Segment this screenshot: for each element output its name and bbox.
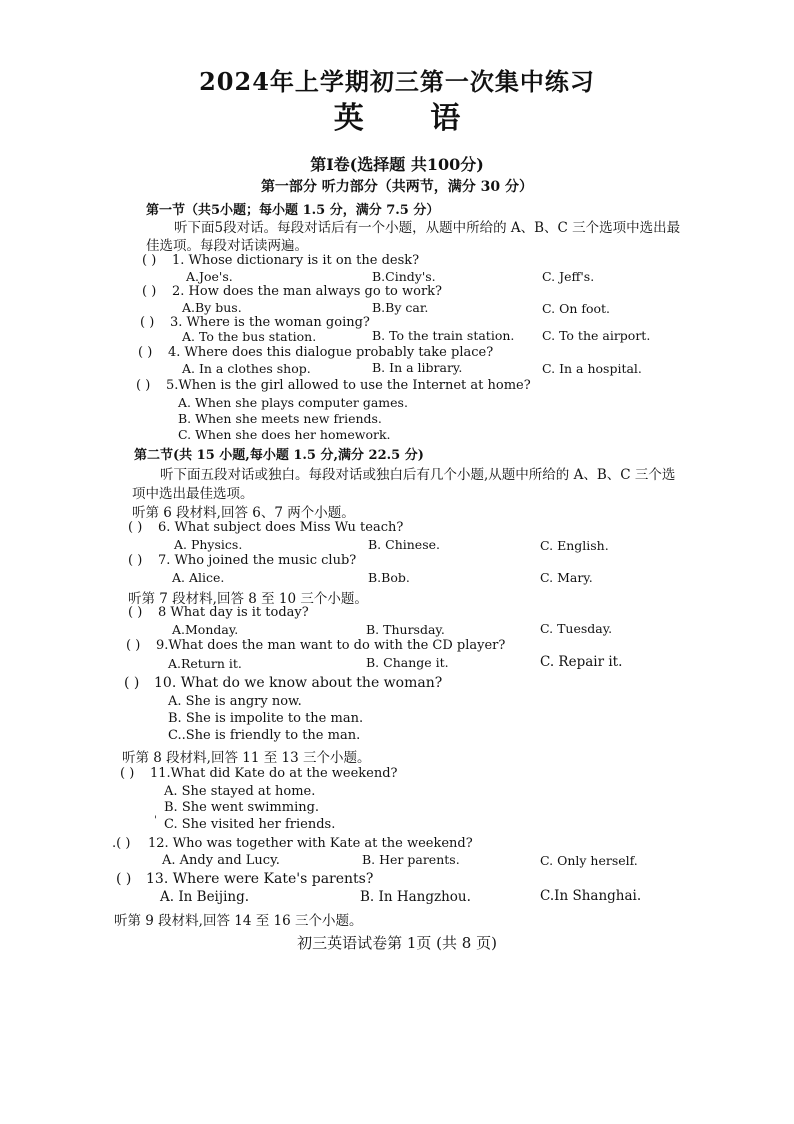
question-stem: 1. Whose dictionary is it on the desk? [172, 253, 420, 268]
option-b: B. In a library. [372, 360, 463, 375]
option-c: C. Only herself. [540, 853, 638, 868]
stray-mark: ' [154, 815, 157, 826]
section2-instruction-line1: 听下面五段对话或独白。每段对话或独白后有几个小题,从题中所给的 A、B、C 三个选 [160, 467, 676, 483]
answer-paren: ( ) [138, 345, 153, 360]
material-7-note: 听第 7 段材料,回答 8 至 10 三个小题。 [128, 591, 368, 607]
option-a: A.Monday. [172, 622, 239, 637]
question-stem: 11.What did Kate do at the weekend? [150, 766, 398, 781]
question-stem: 8 What day is it today? [158, 605, 309, 620]
answer-paren: ( ) [124, 675, 140, 691]
option-b: B. Change it. [366, 655, 449, 670]
option-c: C. English. [540, 538, 609, 553]
question-stem: 5.When is the girl allowed to use the Internet at home? [166, 378, 531, 393]
question-11 [120, 766, 398, 781]
option-b: B.Cindy's. [372, 269, 436, 284]
option-c: C. She visited her friends. [164, 817, 336, 832]
part-subtitle: 第一部分 听力部分（共两节，满分 30 分） [260, 179, 534, 195]
exam-title: 2024年上学期初三第一次集中练习 [199, 67, 595, 96]
option-a: A. When she plays computer games. [178, 395, 408, 410]
question-stem: 10. What do we know about the woman? [154, 675, 443, 691]
material-9-note: 听第 9 段材料,回答 14 至 16 三个小题。 [114, 913, 363, 929]
page-footer: 初三英语试卷第 1页 (共 8 页) [297, 934, 497, 952]
option-a: A. She is angry now. [168, 694, 302, 709]
option-a: A. Andy and Lucy. [162, 853, 280, 868]
material-8-note: 听第 8 段材料,回答 11 至 13 三个小题。 [122, 750, 371, 766]
section2-instruction-line2: 项中选出最佳选项。 [132, 486, 254, 502]
question-stem: 4. Where does this dialogue probably take place? [168, 345, 494, 360]
question-2 [142, 284, 442, 299]
option-c: C. Jeff's. [542, 269, 595, 284]
question-stem: 2. How does the man always go to work? [172, 284, 443, 299]
question-6 [128, 520, 403, 535]
answer-paren: ( ) [142, 253, 157, 268]
option-b: B. Thursday. [366, 622, 445, 637]
option-c: C. Repair it. [540, 654, 623, 670]
part-title: 第Ⅰ卷(选择题 共100分) [310, 155, 484, 174]
section1-heading: 第一节（共5小题；每小题 1.5 分，满分 7.5 分） [146, 203, 440, 218]
option-a: A. Physics. [174, 537, 243, 552]
question-10 [124, 675, 442, 691]
answer-paren: ( ) [128, 553, 143, 568]
section1-instruction-line2: 佳选项。每段对话读两遍。 [146, 238, 308, 254]
option-c: C. Tuesday. [540, 621, 613, 636]
question-3 [140, 315, 370, 330]
answer-paren: ( ) [128, 520, 143, 535]
option-b: B.By car. [372, 300, 429, 315]
option-a: A.Return it. [168, 656, 242, 671]
option-b: B. To the train station. [372, 328, 515, 343]
question-4 [138, 345, 493, 360]
option-b: B. In Hangzhou. [360, 889, 471, 905]
question-13 [116, 871, 373, 887]
material-6-note: 听第 6 段材料,回答 6、7 两个小题。 [132, 505, 355, 521]
question-stem: 12. Who was together with Kate at the weekend? [148, 836, 473, 851]
option-b: B. She went swimming. [164, 800, 320, 815]
answer-paren: ( ) [142, 284, 157, 299]
option-b: B. Chinese. [368, 537, 440, 552]
option-c: C.In Shanghai. [540, 888, 642, 904]
option-a: A. In a clothes shop. [182, 361, 311, 376]
option-a: A. Alice. [172, 570, 225, 585]
question-stem: 6. What subject does Miss Wu teach? [158, 520, 404, 535]
option-a: A. She stayed at home. [164, 784, 316, 799]
question-stem: 9.What does the man want to do with the CD player? [156, 638, 506, 653]
question-stem: 3. Where is the woman going? [170, 315, 370, 330]
option-c: C. On foot. [542, 301, 611, 316]
question-7 [128, 553, 356, 568]
answer-paren: ( ) [136, 378, 151, 393]
answer-paren: .( ) [112, 836, 131, 851]
option-c: C. Mary. [540, 570, 593, 585]
question-stem: 7. Who joined the music club? [158, 553, 357, 568]
answer-paren: ( ) [128, 605, 143, 620]
option-a: A.Joe's. [186, 269, 233, 284]
question-12 [112, 836, 473, 851]
answer-paren: ( ) [126, 638, 141, 653]
option-a: A. To the bus station. [182, 329, 317, 344]
question-9 [126, 638, 505, 653]
answer-paren: ( ) [120, 766, 135, 781]
answer-paren: ( ) [140, 315, 155, 330]
option-c: C..She is friendly to the man. [168, 728, 361, 743]
section1-instruction-line1: 听下面5段对话。每段对话后有一个小题，从题中所给的 A、B、C 三个选项中选出最 [174, 220, 681, 236]
option-c: C. In a hospital. [542, 361, 642, 376]
option-b: B. She is impolite to the man. [168, 711, 364, 726]
answer-paren: ( ) [116, 871, 132, 887]
question-stem: 13. Where were Kate's parents? [146, 871, 374, 887]
option-c: C. To the airport. [542, 328, 651, 343]
question-8 [128, 605, 309, 620]
option-c: C. When she does her homework. [178, 427, 391, 442]
section2-heading: 第二节(共 15 小题,每小题 1.5 分,满分 22.5 分) [134, 448, 424, 463]
option-b: B.Bob. [368, 570, 410, 585]
question-1 [142, 253, 419, 268]
question-5 [136, 378, 531, 393]
subject-title: 英 语 [333, 101, 489, 136]
option-b: B. When she meets new friends. [178, 411, 382, 426]
option-b: B. Her parents. [362, 852, 460, 867]
option-a: A. In Beijing. [160, 889, 250, 905]
option-a: A.By bus. [182, 300, 242, 315]
